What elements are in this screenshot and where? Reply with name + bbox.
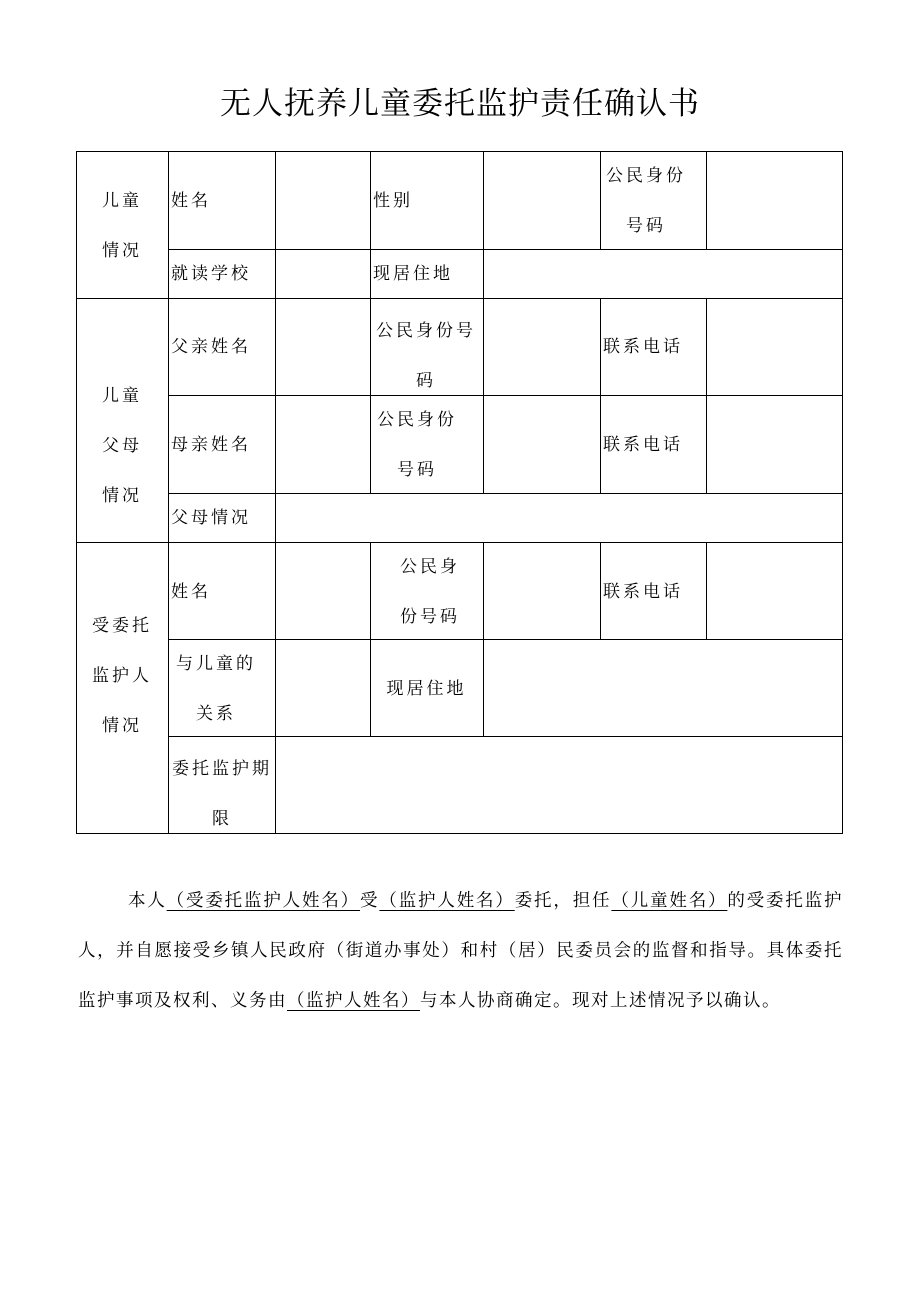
guardian-name-blank: （受委托监护人姓名）	[166, 891, 361, 911]
mother-phone-label: 联系电话	[603, 435, 683, 455]
table-border-top	[76, 151, 843, 152]
mother-id-label: 公民身份号码	[377, 410, 457, 480]
statement-text: 与本人协商确定。现对上述情况予以确认。	[420, 991, 781, 1011]
guardian-phone-label: 联系电话	[603, 582, 683, 602]
col-divider	[275, 151, 276, 834]
col-divider	[483, 542, 484, 737]
table-border-left	[76, 151, 77, 834]
statement-text: 受	[360, 891, 380, 911]
table-border-right	[842, 151, 843, 834]
parents-status-label: 父母情况	[171, 508, 251, 528]
father-name-label: 父亲姓名	[171, 337, 251, 357]
col-divider	[483, 151, 484, 298]
col-divider	[706, 298, 707, 493]
guardian-id-label: 公民身份号码	[400, 557, 460, 627]
mother-name-label: 母亲姓名	[171, 435, 251, 455]
section-child-info: 儿童情况	[102, 191, 142, 261]
section-guardian-info: 受委托监护人情况	[92, 616, 152, 736]
col-divider	[483, 298, 484, 493]
confirmation-statement	[78, 876, 843, 1026]
child-school-label: 就读学校	[171, 264, 251, 284]
parent-name-blank: （监护人姓名）	[379, 891, 515, 911]
father-phone-label: 联系电话	[603, 337, 683, 357]
row-divider	[168, 249, 843, 250]
guardian-name-label: 姓名	[171, 582, 211, 602]
col-divider	[706, 151, 707, 249]
child-residence-label: 现居住地	[373, 264, 453, 284]
guardian-residence-label: 现居住地	[386, 679, 467, 699]
father-id-label: 公民身份号码	[376, 321, 476, 391]
child-gender-label: 性别	[373, 191, 413, 211]
parent-name-blank: （监护人姓名）	[287, 991, 420, 1011]
row-divider	[168, 395, 843, 396]
statement-text: 委托，担任	[514, 891, 612, 911]
guardian-relation-label: 与儿童的关系	[176, 654, 256, 724]
statement-text: 本人	[128, 891, 167, 911]
section-parents-info: 儿童父母情况	[102, 386, 142, 506]
statement-text: 的受委托监护人，并自愿接受乡镇人民政府（街道办事处）和村（居）民委员会的监督和指导。具体委托监护事项及权利、义务由	[78, 891, 844, 1011]
child-name-blank: （儿童姓名）	[611, 891, 728, 911]
row-divider	[168, 493, 843, 494]
guardian-period-label: 委托监护期限	[172, 759, 272, 829]
col-divider	[706, 542, 707, 639]
child-id-label: 公民身份号码	[606, 166, 686, 236]
document-title: 无人抚养儿童委托监护责任确认书	[220, 86, 700, 122]
child-name-label: 姓名	[171, 191, 211, 211]
